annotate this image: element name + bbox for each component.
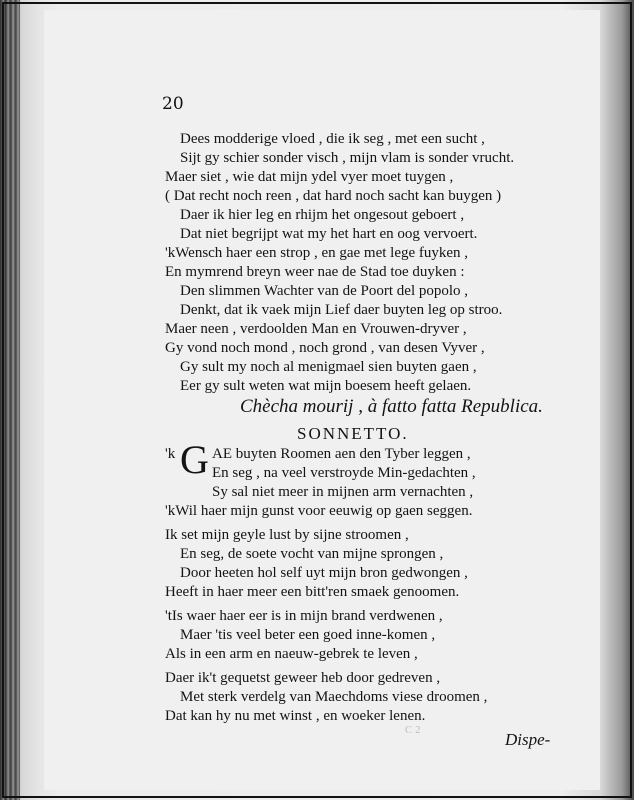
catchword: Dispe-: [505, 730, 551, 749]
sonnet-line: Door heeten hol self uyt mijn bron gedwongen ,: [180, 565, 468, 581]
poem-line: Daer ik hier leg en rhijm het ongesout geboert ,: [180, 207, 465, 223]
drop-cap: G: [180, 437, 209, 482]
signature-mark: C 2: [405, 724, 421, 736]
poem-line: Eer gy sult weten wat mijn boesem heeft gelaen.: [180, 378, 472, 394]
poem-line: Dat niet begrijpt wat my het hart en oog vervoert.: [180, 226, 478, 242]
sonnet-line: Maer 'tis veel beter een goed inne-komen ,: [180, 627, 436, 643]
poem-line: Maer siet , wie dat mijn ydel vyer moet tuygen ,: [165, 169, 454, 185]
poem-line: Gy vond noch mond , noch grond , van desen Vyver ,: [165, 340, 485, 356]
poem-line: Gy sult my noch al menigmael sien buyten gaen ,: [180, 359, 477, 375]
sonnet-line: Heeft in haer meer een bitt'ren smaek genoomen.: [165, 584, 460, 600]
sonnet-line: Daer ik't gequetst geweer heb door gedreven ,: [165, 670, 441, 686]
sonnet-line: En seg, de soete vocht van mijne sprongen ,: [180, 546, 444, 562]
poem-line: ( Dat recht noch reen , dat hard noch sacht kan buygen ): [165, 188, 502, 204]
poem-line: En mymrend breyn weer nae de Stad toe duyken :: [165, 264, 465, 280]
sonnet-title: SONNETTO.: [297, 424, 409, 443]
sonnet-line: En seg , na veel verstroyde Min-gedachten ,: [212, 465, 476, 481]
sonnet-line: Sy sal niet meer in mijnen arm vernachten ,: [212, 484, 474, 500]
poem-line: Den slimmen Wachter van de Poort del popolo ,: [180, 283, 469, 299]
sonnet-line: 'kWil haer mijn gunst voor eeuwig op gaen seggen.: [165, 503, 473, 519]
sonnet-line: AE buyten Roomen aen den Tyber leggen ,: [212, 446, 471, 462]
poem-line: Maer neen , verdoolden Man en Vrouwen-dryver ,: [165, 321, 467, 337]
sonnet-line: Met sterk verdelg van Maechdoms viese droomen ,: [180, 689, 488, 705]
poem-line: 'kWensch haer een strop , en gae met lege fuyken ,: [165, 245, 469, 261]
sonnet-line: Ik set mijn geyle lust by sijne stroomen ,: [165, 527, 409, 543]
poem-line: Sijt gy schier sonder visch , mijn vlam is sonder vrucht.: [180, 150, 515, 166]
page-number: 20: [162, 94, 184, 114]
sonnet-line: Als in een arm en naeuw-gebrek te leven ,: [165, 646, 418, 662]
motto-heading: Chècha mourij , à fatto fatta Republica.: [240, 396, 543, 417]
sonnet-line: 'tIs waer haer eer is in mijn brand verdwenen ,: [165, 608, 443, 624]
poem-line: Denkt, dat ik vaek mijn Lief daer buyten leg op stroo.: [180, 302, 503, 318]
sonnet-line: Dat kan hy nu met winst , en woeker lenen.: [165, 708, 426, 724]
sonnet-line-prefix: 'k: [165, 446, 176, 462]
poem-line: Dees modderige vloed , die ik seg , met een sucht ,: [180, 131, 485, 147]
